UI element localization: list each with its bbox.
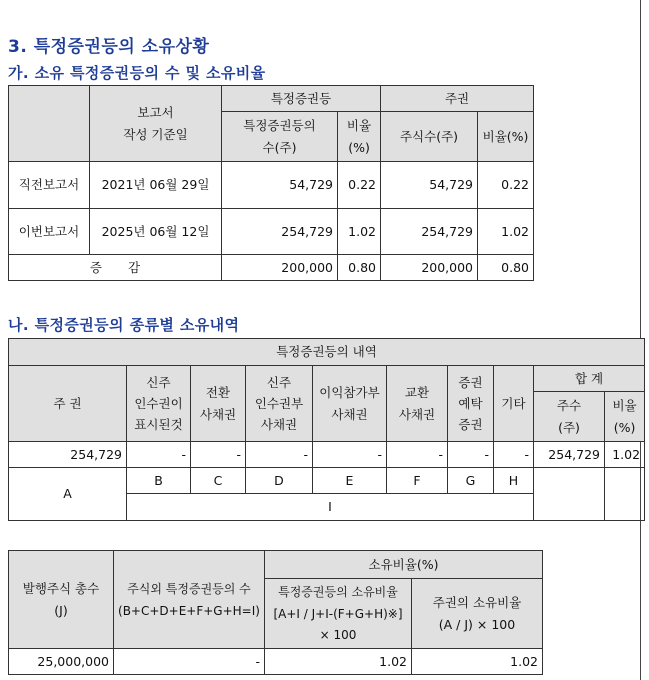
ownership-summary-table	[8, 85, 534, 281]
stock-count-value: 54,729	[381, 162, 478, 209]
report-label-header	[9, 86, 90, 162]
stock-ratio-change: 0.80	[478, 255, 534, 281]
letter-a: A	[9, 468, 127, 521]
total-ratio-value: 1.02	[605, 442, 645, 468]
total-header: 합 계	[534, 366, 645, 392]
warrant-securities-header: 신주 인수권이 표시된것	[127, 366, 191, 442]
depositary-receipt-header: 증권 예탁 증권	[448, 366, 494, 442]
subsection-b-title: 나. 특정증권등의 종류별 소유내역	[8, 316, 240, 334]
stock-ratio-value: 0.22	[478, 162, 534, 209]
stock-count-change: 200,000	[381, 255, 478, 281]
change-row	[9, 255, 534, 281]
other-value: -	[494, 442, 534, 468]
securities-breakdown-table	[8, 338, 645, 521]
convertible-bond-value: -	[191, 442, 246, 468]
total-count-header: 주수 (주)	[534, 392, 605, 442]
warrant-securities-value: -	[127, 442, 191, 468]
specified-ratio-change: 0.80	[338, 255, 381, 281]
section-title: 3. 특정증권등의 소유상황	[8, 37, 210, 57]
ownership-ratio-table	[8, 550, 543, 675]
other-header: 기타	[494, 366, 534, 442]
total-ratio-header: 비율 (%)	[605, 392, 645, 442]
ownership-ratio-header: 소유비율(%)	[265, 551, 543, 579]
letter-h: H	[494, 468, 534, 494]
exchangeable-bond-header: 교환 사채권	[387, 366, 448, 442]
bond-with-warrant-header: 신주 인수권부 사채권	[246, 366, 313, 442]
letter-e: E	[313, 468, 387, 494]
table-row	[9, 162, 534, 209]
specified-count-value: 254,729	[222, 209, 338, 255]
letter-f: F	[387, 468, 448, 494]
row-date: 2021년 06월 29일	[90, 162, 222, 209]
stock-value: 254,729	[9, 442, 127, 468]
stock-ratio-header: 비율(%)	[478, 112, 534, 162]
row-date: 2025년 06월 12일	[90, 209, 222, 255]
non-stock-securities-value: -	[114, 649, 265, 675]
specified-ratio-header: 비율 (%)	[338, 112, 381, 162]
letter-i-sum: I	[127, 494, 534, 521]
exchangeable-bond-value: -	[387, 442, 448, 468]
specified-count-value: 54,729	[222, 162, 338, 209]
specified-ownership-ratio-header: 특정증권등의 소유비율 [A+I / J+I-(F+G+H)※] × 100	[265, 579, 412, 649]
participating-bond-value: -	[313, 442, 387, 468]
participating-bond-header: 이익참가부 사채권	[313, 366, 387, 442]
depositary-receipt-value: -	[448, 442, 494, 468]
securities-detail-header: 특정증권등의 내역	[9, 339, 645, 366]
stock-ownership-ratio-value: 1.02	[412, 649, 543, 675]
stock-ratio-value: 1.02	[478, 209, 534, 255]
convertible-bond-header: 전환 사채권	[191, 366, 246, 442]
row-label: 이번보고서	[9, 209, 90, 255]
table-row	[9, 649, 543, 675]
change-label: 증 감	[9, 255, 222, 281]
issued-shares-header: 발행주식 총수 (J)	[9, 551, 114, 649]
stock-count-header: 주식수(주)	[381, 112, 478, 162]
table-row	[9, 209, 534, 255]
total-count-value: 254,729	[534, 442, 605, 468]
specified-count-change: 200,000	[222, 255, 338, 281]
row-label: 직전보고서	[9, 162, 90, 209]
letter-g: G	[448, 468, 494, 494]
issued-shares-value: 25,000,000	[9, 649, 114, 675]
stock-ownership-ratio-header: 주권의 소유비율 (A / J) × 100	[412, 579, 543, 649]
letter-c: C	[191, 468, 246, 494]
letter-total-count-blank	[534, 468, 605, 521]
subsection-a-title: 가. 소유 특정증권등의 수 및 소유비율	[8, 64, 266, 82]
letter-b: B	[127, 468, 191, 494]
report-date-header: 보고서 작성 기준일	[90, 86, 222, 162]
letter-total-ratio-blank	[605, 468, 645, 521]
specified-count-header: 특정증권등의 수(주)	[222, 112, 338, 162]
specified-ratio-value: 0.22	[338, 162, 381, 209]
specified-ownership-ratio-value: 1.02	[265, 649, 412, 675]
specified-securities-header: 특정증권등	[222, 86, 381, 112]
table-row	[9, 442, 645, 468]
letter-row	[9, 468, 645, 494]
non-stock-securities-header: 주식외 특정증권등의 수 (B+C+D+E+F+G+H=I)	[114, 551, 265, 649]
bond-with-warrant-value: -	[246, 442, 313, 468]
stock-count-value: 254,729	[381, 209, 478, 255]
specified-ratio-value: 1.02	[338, 209, 381, 255]
stock-header: 주권	[381, 86, 534, 112]
letter-d: D	[246, 468, 313, 494]
stock-header: 주 권	[9, 366, 127, 442]
